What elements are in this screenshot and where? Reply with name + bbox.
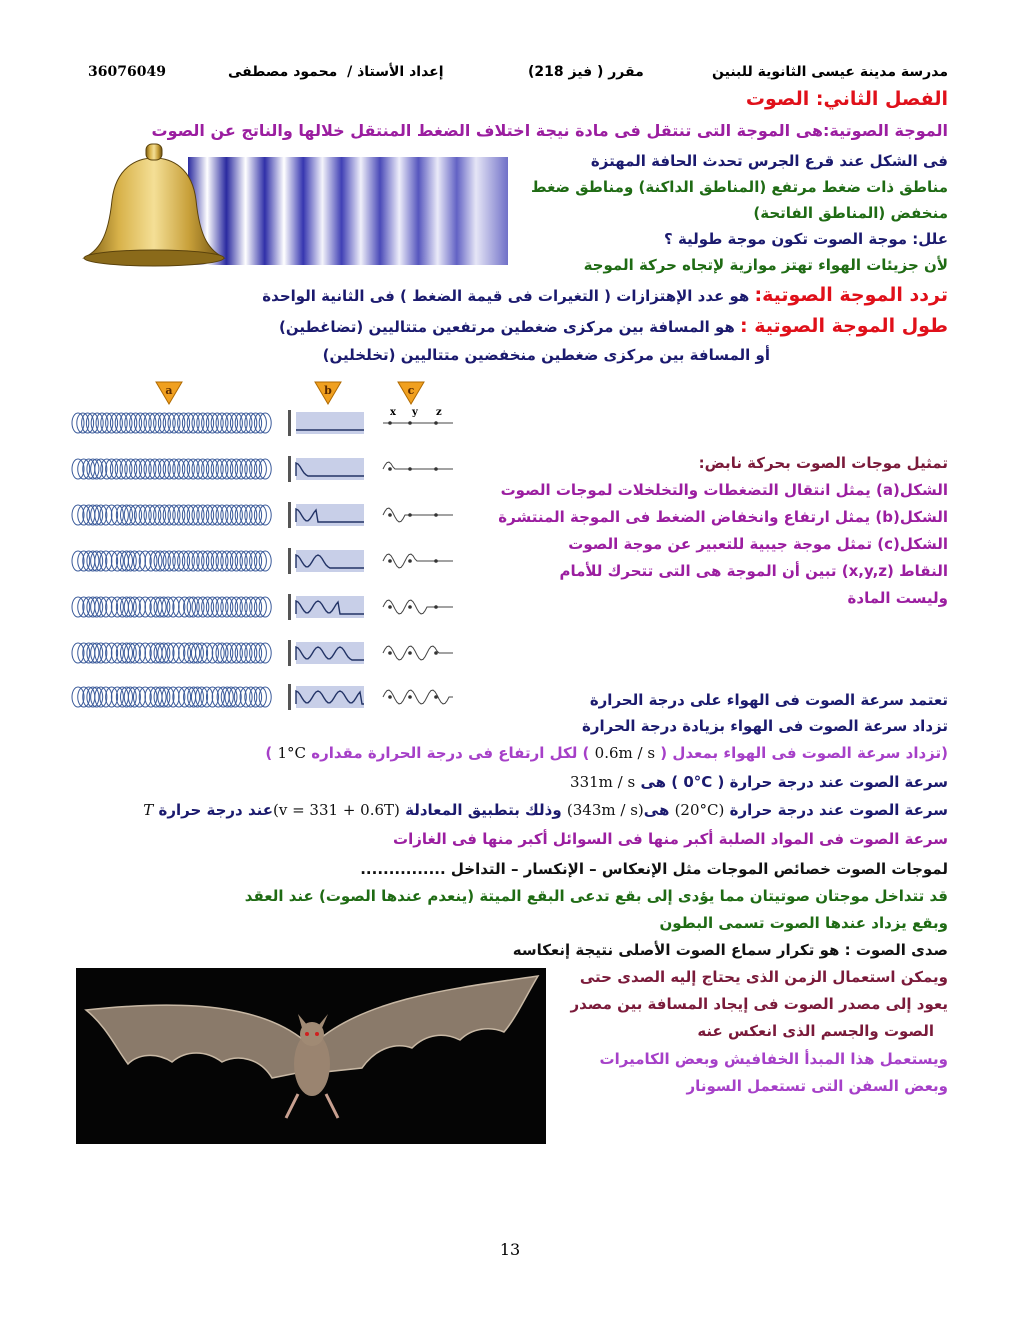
header-school: مدرسة مدينة عيسى الثانوية للبنين bbox=[712, 64, 948, 80]
speed0-temp: 0°C bbox=[683, 773, 713, 791]
spring-row bbox=[68, 682, 468, 712]
speed-equation: (v = 331 + 0.6T) bbox=[272, 801, 400, 819]
speed-line-4 bbox=[570, 772, 948, 792]
label-z: z bbox=[436, 407, 442, 418]
echo-use-1: ويستعمل هذا المبدأ الخفافيش وبعض الكاميرات bbox=[599, 1050, 948, 1068]
header-phone: 36076049 bbox=[88, 64, 166, 80]
spring-line-2: الشكل(b) يمثل ارتفاع وانخفاض الضغط فى الموجة المنتشرة bbox=[498, 508, 948, 526]
label-y: y bbox=[412, 407, 418, 418]
properties-line-1: لموجات الصوت خصائص الموجات مثل الإنعكاس – الإنكسار – التداخل ............... bbox=[360, 860, 948, 878]
spring-figure bbox=[68, 378, 468, 708]
bell-text-3: منخفض (المناطق الفاتحة) bbox=[753, 204, 948, 222]
spring-line-4: النقاط (x,y,z) تبين أن الموجة هى التى تتحرك للأمام bbox=[559, 562, 948, 580]
sound-wave-band bbox=[188, 157, 508, 265]
echo-label: صدى الصوت : bbox=[844, 941, 948, 959]
wave-def-text: هى الموجة التى تنتقل فى مادة نيجة اختلاف الضغط المنتقل خلالها والناتج عن الصوت bbox=[151, 121, 824, 140]
speed-rate-b: ) لكل ارتفاع فى درجة الحرارة مقداره bbox=[311, 744, 590, 762]
wavelength-text: هو المسافة بين مركزى ضغطين مرتفعين متتاليين (تضاغطين) bbox=[279, 318, 735, 336]
header-course: مقرر ( فيز 218) bbox=[528, 64, 644, 80]
wavelength-definition bbox=[279, 316, 948, 337]
speed-line-3 bbox=[265, 743, 948, 763]
speed-T: T bbox=[143, 801, 154, 819]
speed20-c: وذلك بتطبيق المعادلة bbox=[405, 801, 562, 819]
speed-rate-value: 0.6m / s bbox=[594, 744, 656, 762]
speed0-a: سرعة الصوت عند درجة حرارة ( bbox=[717, 773, 948, 791]
spring-line-3: الشكل(c) تمثل موجة جيبية للتعبير عن موجة الصوت bbox=[568, 535, 948, 553]
speed-rate-deg: 1°C bbox=[277, 744, 306, 762]
label-b: b bbox=[324, 384, 332, 397]
speed0-b: ) هى bbox=[640, 773, 679, 791]
label-c: c bbox=[407, 384, 415, 397]
speed20-b: هى bbox=[643, 801, 670, 819]
wave-definition bbox=[152, 121, 949, 141]
properties-line-2: قد تتداخل موجتان صوتيتان مما يؤدى إلى بقع تدعى البقع الميتة (ينعدم عندها الصوت) عند العقد bbox=[244, 887, 948, 905]
speed-rate-a: (تزداد سرعة الصوت فى الهواء بمعدل ( bbox=[660, 744, 948, 762]
echo-text: هو تكرار سماع الصوت الأصلى نتيجة إنعكاسه bbox=[512, 941, 840, 959]
echo-definition bbox=[513, 940, 948, 960]
speed20-d: عند درجة حرارة bbox=[158, 801, 273, 819]
speed20-a: سرعة الصوت عند درجة حرارة bbox=[729, 801, 948, 819]
marker-a bbox=[154, 380, 184, 406]
label-x: x bbox=[390, 407, 396, 418]
properties-line-3: وبقع يزداد عندها الصوت تسمى البطون bbox=[659, 914, 948, 932]
reason-answer: لأن جزيئات الهواء تهتز موازية لإتجاه حركة الموجة bbox=[583, 256, 948, 274]
speed-line-6: سرعة الصوت فى المواد الصلبة أكبر منها فى السوائل أكبر منها فى الغازات bbox=[393, 830, 948, 848]
spring-line-1: الشكل(a) يمثل انتقال التضغطات والتخلخلات لموجات الصوت bbox=[500, 481, 948, 499]
page-number: 13 bbox=[499, 1240, 521, 1259]
marker-b bbox=[313, 380, 343, 406]
author-name: محمود مصطفى bbox=[228, 64, 338, 80]
wave-def-label: الموجة الصوتية: bbox=[823, 121, 948, 140]
spring-row bbox=[68, 546, 468, 576]
wavelength-text-2: أو المسافة بين مركزى ضغطين منخفضين متتاليين (تخلخلين) bbox=[322, 346, 770, 364]
echo-use-2: وبعض السفن التى تستعمل السونار bbox=[686, 1077, 948, 1095]
bell-figure bbox=[78, 140, 510, 268]
spring-row bbox=[68, 500, 468, 530]
speed-line-2: تزداد سرعة الصوت فى الهواء بزيادة درجة الحرارة bbox=[582, 717, 948, 735]
echo-line-1: ويمكن استعمال الزمن الذى يحتاج إليه الصدى حتى bbox=[579, 968, 948, 986]
spring-row bbox=[68, 638, 468, 668]
header-author bbox=[228, 64, 444, 80]
spring-row bbox=[68, 592, 468, 622]
frequency-label: تردد الموجة الصوتية: bbox=[754, 284, 948, 306]
frequency-text: هو عدد الإهتزازات ( التغيرات فى قيمة الضغط ) فى الثانية الواحدة bbox=[262, 287, 750, 305]
bat-image bbox=[76, 968, 546, 1144]
spring-row bbox=[68, 454, 468, 484]
frequency-definition bbox=[262, 285, 948, 306]
speed20-temp: (20°C) bbox=[674, 801, 725, 819]
author-prefix: إعداد الأستاذ / bbox=[347, 64, 444, 80]
speed-rate-d: ) bbox=[265, 744, 273, 762]
speed20-value: (343m / s) bbox=[566, 801, 644, 819]
speed-line-1: تعتمد سرعة الصوت فى الهواء على درجة الحرارة bbox=[589, 691, 948, 709]
speed-line-5 bbox=[84, 800, 948, 820]
spring-line-5: وليست المادة bbox=[847, 589, 948, 607]
echo-line-2: يعود إلى مصدر الصوت فى إيجاد المسافة بين مصدر bbox=[570, 995, 948, 1013]
wavelength-label: طول الموجة الصوتية : bbox=[740, 315, 948, 337]
echo-line-3: الصوت والجسم الذى انعكس عنه bbox=[697, 1022, 934, 1040]
spring-title: تمثيل موجات الصوت بحركة نابض: bbox=[698, 454, 948, 472]
label-a: a bbox=[165, 384, 173, 397]
marker-c bbox=[396, 380, 426, 406]
chapter-title: الفصل الثاني: الصوت bbox=[745, 88, 948, 110]
reason-question: علل: موجة الصوت تكون موجة طولية ؟ bbox=[664, 230, 948, 248]
bell-text-1: فى الشكل عند قرع الجرس تحدث الحافة المهتزة bbox=[590, 152, 948, 170]
speed0-value: 331m / s bbox=[570, 773, 636, 791]
spring-row bbox=[68, 408, 468, 438]
bell-text-2: مناطق ذات ضغط مرتفع (المناطق الداكنة) ومناطق ضغط bbox=[531, 178, 948, 196]
